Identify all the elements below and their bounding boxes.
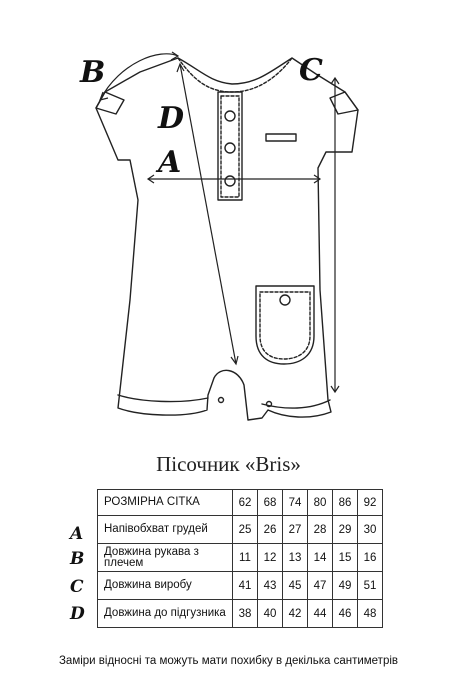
chest-tab <box>266 134 296 141</box>
table-cell: 25 <box>233 516 258 544</box>
measurement-note: Заміри відносні та можуть мати похибку в декілька сантиметрів <box>58 655 399 667</box>
table-header-label: РОЗМІРНА СІТКА <box>98 490 233 516</box>
table-cell: 38 <box>233 600 258 628</box>
size-header: 92 <box>358 490 383 516</box>
table-cell: 13 <box>283 544 308 572</box>
table-cell: 15 <box>333 544 358 572</box>
button-2 <box>225 143 235 153</box>
size-table <box>97 489 383 628</box>
table-cell: 11 <box>233 544 258 572</box>
table-cell: 16 <box>358 544 383 572</box>
table-cell: 46 <box>333 600 358 628</box>
row-label: Довжина рукава з плечем <box>98 544 233 572</box>
table-cell: 30 <box>358 516 383 544</box>
pocket <box>256 286 314 364</box>
label-b: B <box>80 55 106 90</box>
table-cell: 47 <box>308 572 333 600</box>
table-cell: 40 <box>258 600 283 628</box>
table-row <box>98 516 383 544</box>
left-leg-cuff <box>118 395 208 402</box>
table-cell: 41 <box>233 572 258 600</box>
table-cell: 26 <box>258 516 283 544</box>
label-a: A <box>158 145 182 180</box>
table-cell: 49 <box>333 572 358 600</box>
right-leg-cuff <box>262 400 330 408</box>
snap-left <box>219 398 224 403</box>
size-header: 86 <box>333 490 358 516</box>
row-label: Довжина виробу <box>98 572 233 600</box>
size-header: 74 <box>283 490 308 516</box>
neckline <box>178 58 292 92</box>
table-cell: 27 <box>283 516 308 544</box>
table-cell: 28 <box>308 516 333 544</box>
table-cell: 51 <box>358 572 383 600</box>
size-header: 62 <box>233 490 258 516</box>
label-d: D <box>158 101 185 136</box>
size-header: 80 <box>308 490 333 516</box>
pocket-button <box>280 295 290 305</box>
row-letter-b: B <box>70 549 85 569</box>
table-row <box>98 600 383 628</box>
table-row <box>98 544 383 572</box>
measure-b-arc <box>100 54 178 100</box>
table-cell: 43 <box>258 572 283 600</box>
row-label: Довжина до підгузника <box>98 600 233 628</box>
label-c: C <box>299 53 323 88</box>
row-letter-a: A <box>70 524 84 544</box>
right-sleeve-cuff <box>330 92 358 114</box>
button-3 <box>225 176 235 186</box>
table-cell: 14 <box>308 544 333 572</box>
size-header: 68 <box>258 490 283 516</box>
table-header-row <box>98 490 383 516</box>
button-1 <box>225 111 235 121</box>
table-cell: 42 <box>283 600 308 628</box>
table-row <box>98 572 383 600</box>
product-title: Пісочник «Bris» <box>156 452 301 476</box>
table-cell: 44 <box>308 600 333 628</box>
row-letter-c: C <box>70 577 84 597</box>
table-cell: 12 <box>258 544 283 572</box>
table-cell: 45 <box>283 572 308 600</box>
left-sleeve-cuff <box>96 92 124 114</box>
row-letter-d: D <box>70 604 85 624</box>
measure-d-line <box>180 64 236 364</box>
table-cell: 48 <box>358 600 383 628</box>
row-label: Напівобхват грудей <box>98 516 233 544</box>
table-cell: 29 <box>333 516 358 544</box>
